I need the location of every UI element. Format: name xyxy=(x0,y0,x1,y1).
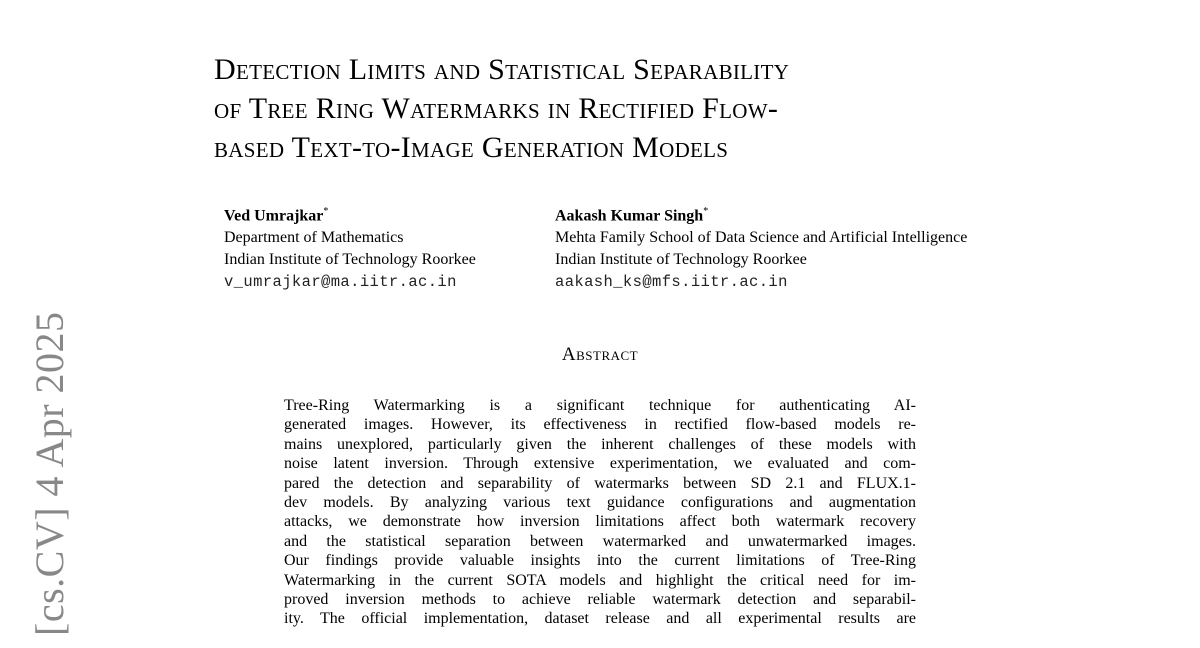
abstract-line: dev models. By analyzing various text guidance configurations and augmentation xyxy=(284,494,916,512)
abstract-body xyxy=(284,396,916,629)
abstract-line: Tree-Ring Watermarking is a significant technique for authenticating AI- xyxy=(284,397,916,414)
abstract-line: attacks, we demonstrate how inversion limitations affect both watermark recovery xyxy=(284,513,916,531)
author-email: aakash_ks@mfs.iitr.ac.in xyxy=(555,273,788,292)
abstract-line: noise latent inversion. Through extensive experimentation, we evaluated and com- xyxy=(284,455,916,473)
author-affiliation: Department of Mathematics xyxy=(224,229,404,247)
author-name: Ved Umrajkar* xyxy=(224,206,329,225)
author-affiliation: Mehta Family School of Data Science and Artificial Intelligence xyxy=(555,229,968,247)
author-block-1 xyxy=(224,201,476,293)
paper-title xyxy=(214,50,1014,167)
author-affiliation: Indian Institute of Technology Roorkee xyxy=(555,251,807,269)
author-footnote-mark: * xyxy=(323,206,329,217)
abstract-line: ity. The official implementation, dataset release and all experimental results are xyxy=(284,610,916,628)
abstract-line: proved inversion methods to achieve reliable watermark detection and separabil- xyxy=(284,591,916,609)
author-name: Aakash Kumar Singh* xyxy=(555,206,709,225)
author-block-2 xyxy=(555,201,967,293)
abstract-heading: Abstract xyxy=(561,344,639,365)
title-line: of Tree Ring Watermarks in Rectified Flow- xyxy=(214,92,779,125)
abstract-line: mains unexplored, particularly given the inherent challenges of these models with xyxy=(284,435,916,453)
abstract-line: Watermarking in the current SOTA models and highlight the critical need for im- xyxy=(284,571,916,589)
abstract-line: Our findings provide valuable insights into the current limitations of Tree-Ring xyxy=(284,552,916,570)
title-line: based Text-to-Image Generation Models xyxy=(214,131,729,164)
author-email: v_umrajkar@ma.iitr.ac.in xyxy=(224,273,457,292)
abstract-line: pared the detection and separability of watermarks between SD 2.1 and FLUX.1- xyxy=(284,474,916,492)
arxiv-side-stamp: [cs.CV] 4 Apr 2025 xyxy=(27,311,72,636)
abstract-line: generated images. However, its effectiveness in rectified flow-based models re- xyxy=(284,416,916,434)
author-footnote-mark: * xyxy=(703,206,709,217)
author-affiliation: Indian Institute of Technology Roorkee xyxy=(224,251,476,269)
title-line: Detection Limits and Statistical Separability xyxy=(214,53,790,86)
abstract-line: and the statistical separation between watermarked and unwatermarked images. xyxy=(284,532,916,550)
